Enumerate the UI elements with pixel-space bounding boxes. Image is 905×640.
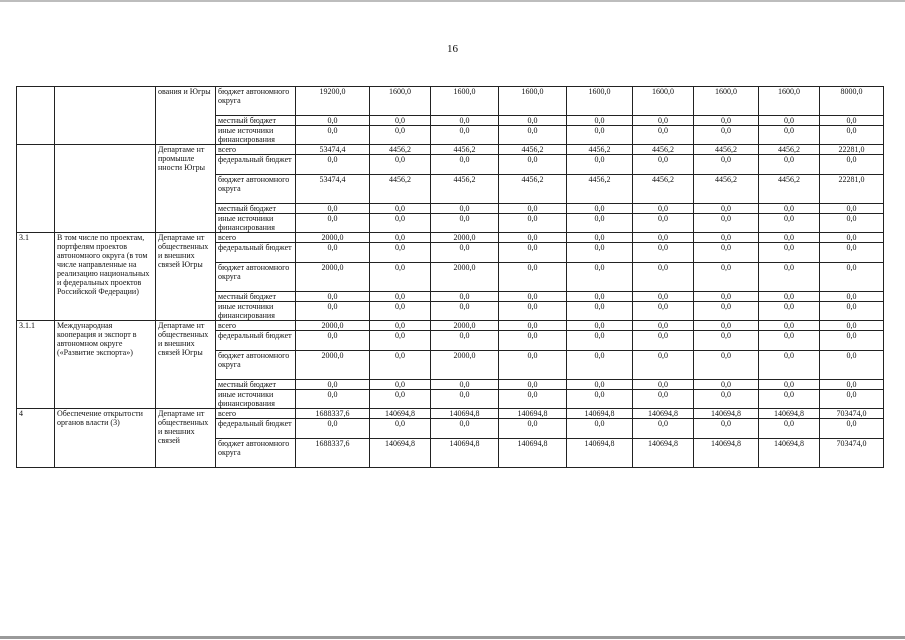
amount-cell: 0,0	[567, 263, 633, 292]
amount-cell: 4456,2	[633, 175, 694, 204]
amount-cell: 0,0	[633, 321, 694, 331]
amount-cell: 0,0	[633, 204, 694, 214]
amount-cell: 0,0	[567, 351, 633, 380]
amount-cell: 0,0	[370, 351, 431, 380]
amount-cell: 0,0	[567, 321, 633, 331]
amount-cell: 1600,0	[431, 87, 499, 116]
funding-source: местный бюджет	[216, 292, 296, 302]
amount-cell: 0,0	[431, 331, 499, 351]
funding-source: местный бюджет	[216, 204, 296, 214]
amount-cell: 0,0	[820, 292, 884, 302]
amount-cell: 0,0	[370, 155, 431, 175]
bottom-scan-edge	[0, 636, 905, 639]
amount-cell: 2000,0	[431, 351, 499, 380]
amount-cell: 0,0	[820, 243, 884, 263]
funding-source: бюджет автономного округа	[216, 351, 296, 380]
amount-cell: 0,0	[759, 302, 820, 321]
amount-cell: 0,0	[499, 155, 567, 175]
amount-cell: 0,0	[431, 243, 499, 263]
amount-cell: 140694,8	[759, 409, 820, 419]
amount-cell: 0,0	[296, 116, 370, 126]
amount-cell: 0,0	[633, 380, 694, 390]
amount-cell: 0,0	[759, 380, 820, 390]
amount-cell: 0,0	[296, 126, 370, 145]
amount-cell: 0,0	[694, 390, 759, 409]
amount-cell: 0,0	[296, 419, 370, 439]
amount-cell: 0,0	[567, 331, 633, 351]
amount-cell: 140694,8	[633, 439, 694, 468]
amount-cell: 140694,8	[499, 409, 567, 419]
amount-cell: 0,0	[296, 380, 370, 390]
amount-cell: 0,0	[370, 243, 431, 263]
amount-cell: 0,0	[499, 116, 567, 126]
amount-cell: 0,0	[694, 263, 759, 292]
amount-cell: 4456,2	[431, 175, 499, 204]
amount-cell: 0,0	[820, 155, 884, 175]
table-row	[17, 87, 884, 116]
amount-cell: 0,0	[567, 419, 633, 439]
amount-cell: 22281,0	[820, 175, 884, 204]
amount-cell: 0,0	[694, 292, 759, 302]
amount-cell: 140694,8	[694, 409, 759, 419]
amount-cell: 0,0	[567, 204, 633, 214]
responsible-department: Департаме нт промышле нности Югры	[156, 145, 216, 233]
funding-source: местный бюджет	[216, 380, 296, 390]
amount-cell: 0,0	[370, 321, 431, 331]
amount-cell: 4456,2	[370, 175, 431, 204]
amount-cell: 1600,0	[633, 87, 694, 116]
amount-cell: 0,0	[759, 351, 820, 380]
amount-cell: 0,0	[431, 155, 499, 175]
amount-cell: 0,0	[567, 233, 633, 243]
amount-cell: 0,0	[431, 390, 499, 409]
amount-cell: 0,0	[820, 351, 884, 380]
amount-cell: 0,0	[759, 204, 820, 214]
amount-cell: 0,0	[633, 302, 694, 321]
amount-cell: 0,0	[759, 155, 820, 175]
responsible-department: Департаме нт общественных и внешних связей Югры	[156, 321, 216, 409]
amount-cell: 0,0	[296, 243, 370, 263]
amount-cell: 0,0	[499, 302, 567, 321]
amount-cell: 0,0	[296, 155, 370, 175]
amount-cell: 0,0	[820, 302, 884, 321]
amount-cell: 4456,2	[567, 175, 633, 204]
amount-cell: 0,0	[567, 126, 633, 145]
amount-cell: 140694,8	[431, 409, 499, 419]
amount-cell: 0,0	[431, 419, 499, 439]
item-title	[55, 87, 156, 145]
amount-cell: 0,0	[567, 214, 633, 233]
responsible-department: Департаме нт общественных и внешних связей Югры	[156, 233, 216, 321]
table-row	[17, 409, 884, 419]
item-title: Обеспечение открытости органов власти (3)	[55, 409, 156, 468]
amount-cell: 0,0	[370, 233, 431, 243]
amount-cell: 4456,2	[431, 145, 499, 155]
amount-cell: 0,0	[633, 419, 694, 439]
amount-cell: 0,0	[820, 331, 884, 351]
responsible-department: Департаме нт общественных и внешних связей	[156, 409, 216, 468]
amount-cell: 140694,8	[370, 409, 431, 419]
amount-cell: 0,0	[633, 155, 694, 175]
funding-source: бюджет автономного округа	[216, 175, 296, 204]
amount-cell: 4456,2	[370, 145, 431, 155]
amount-cell: 0,0	[694, 331, 759, 351]
amount-cell: 4456,2	[499, 145, 567, 155]
table-row	[17, 321, 884, 331]
amount-cell: 4456,2	[633, 145, 694, 155]
amount-cell: 2000,0	[431, 321, 499, 331]
amount-cell: 0,0	[296, 331, 370, 351]
funding-source: федеральный бюджет	[216, 243, 296, 263]
item-number: 4	[17, 409, 55, 468]
funding-source: федеральный бюджет	[216, 419, 296, 439]
amount-cell: 0,0	[296, 390, 370, 409]
amount-cell: 0,0	[499, 233, 567, 243]
item-number: 3.1.1	[17, 321, 55, 409]
amount-cell: 0,0	[567, 380, 633, 390]
amount-cell: 0,0	[499, 214, 567, 233]
funding-source: иные источники финансирования	[216, 390, 296, 409]
amount-cell: 0,0	[499, 321, 567, 331]
amount-cell: 19200,0	[296, 87, 370, 116]
amount-cell: 0,0	[759, 214, 820, 233]
amount-cell: 0,0	[499, 331, 567, 351]
funding-source: всего	[216, 145, 296, 155]
amount-cell: 140694,8	[567, 409, 633, 419]
amount-cell: 1600,0	[694, 87, 759, 116]
amount-cell: 0,0	[567, 292, 633, 302]
item-title	[55, 145, 156, 233]
amount-cell: 0,0	[296, 302, 370, 321]
item-title: В том числе по проектам, портфелям проектов автономного округа (в том числе направленные на реализацию национальных и федеральных проектов Российской Федерации)	[55, 233, 156, 321]
amount-cell: 140694,8	[759, 439, 820, 468]
amount-cell: 703474,0	[820, 439, 884, 468]
amount-cell: 1688337,6	[296, 409, 370, 419]
amount-cell: 0,0	[370, 302, 431, 321]
amount-cell: 0,0	[431, 126, 499, 145]
amount-cell: 0,0	[759, 321, 820, 331]
amount-cell: 0,0	[820, 233, 884, 243]
amount-cell: 0,0	[370, 292, 431, 302]
amount-cell: 0,0	[820, 390, 884, 409]
amount-cell: 0,0	[431, 302, 499, 321]
amount-cell: 0,0	[694, 214, 759, 233]
amount-cell: 0,0	[567, 116, 633, 126]
amount-cell: 0,0	[694, 321, 759, 331]
amount-cell: 140694,8	[431, 439, 499, 468]
amount-cell: 0,0	[431, 204, 499, 214]
page-number: 16	[447, 43, 458, 55]
table-row	[17, 233, 884, 243]
amount-cell: 1600,0	[759, 87, 820, 116]
funding-source: иные источники финансирования	[216, 214, 296, 233]
amount-cell: 0,0	[370, 263, 431, 292]
funding-source: бюджет автономного округа	[216, 263, 296, 292]
funding-source: всего	[216, 409, 296, 419]
funding-source: бюджет автономного округа	[216, 87, 296, 116]
amount-cell: 0,0	[633, 116, 694, 126]
amount-cell: 0,0	[694, 351, 759, 380]
amount-cell: 0,0	[759, 243, 820, 263]
amount-cell: 0,0	[694, 419, 759, 439]
amount-cell: 0,0	[759, 126, 820, 145]
amount-cell: 4456,2	[694, 145, 759, 155]
amount-cell: 22281,0	[820, 145, 884, 155]
amount-cell: 0,0	[370, 380, 431, 390]
amount-cell: 0,0	[296, 292, 370, 302]
amount-cell: 0,0	[499, 126, 567, 145]
amount-cell: 53474,4	[296, 145, 370, 155]
amount-cell: 2000,0	[296, 351, 370, 380]
amount-cell: 2000,0	[296, 233, 370, 243]
amount-cell: 0,0	[820, 116, 884, 126]
amount-cell: 0,0	[820, 126, 884, 145]
item-number	[17, 145, 55, 233]
amount-cell: 0,0	[370, 331, 431, 351]
funding-source: бюджет автономного округа	[216, 439, 296, 468]
amount-cell: 0,0	[567, 302, 633, 321]
funding-source: федеральный бюджет	[216, 155, 296, 175]
amount-cell: 140694,8	[567, 439, 633, 468]
amount-cell: 0,0	[694, 243, 759, 263]
amount-cell: 0,0	[431, 380, 499, 390]
amount-cell: 0,0	[370, 419, 431, 439]
amount-cell: 0,0	[499, 351, 567, 380]
amount-cell: 0,0	[370, 214, 431, 233]
amount-cell: 2000,0	[296, 263, 370, 292]
amount-cell: 0,0	[694, 302, 759, 321]
amount-cell: 0,0	[633, 390, 694, 409]
financing-table	[16, 86, 884, 468]
amount-cell: 0,0	[820, 204, 884, 214]
item-number	[17, 87, 55, 145]
amount-cell: 0,0	[370, 126, 431, 145]
amount-cell: 0,0	[431, 292, 499, 302]
amount-cell: 0,0	[296, 214, 370, 233]
amount-cell: 0,0	[633, 351, 694, 380]
amount-cell: 0,0	[694, 380, 759, 390]
amount-cell: 0,0	[633, 292, 694, 302]
amount-cell: 0,0	[499, 380, 567, 390]
amount-cell: 0,0	[296, 204, 370, 214]
amount-cell: 0,0	[820, 321, 884, 331]
amount-cell: 0,0	[370, 116, 431, 126]
amount-cell: 4456,2	[694, 175, 759, 204]
item-title: Международная кооперация и экспорт в автономном округе («Развитие экспорта»)	[55, 321, 156, 409]
amount-cell: 140694,8	[370, 439, 431, 468]
amount-cell: 0,0	[633, 233, 694, 243]
amount-cell: 2000,0	[431, 233, 499, 243]
responsible-department: ования и Югры	[156, 87, 216, 145]
amount-cell: 0,0	[567, 390, 633, 409]
amount-cell: 0,0	[370, 204, 431, 214]
amount-cell: 0,0	[759, 292, 820, 302]
amount-cell: 1688337,6	[296, 439, 370, 468]
amount-cell: 0,0	[633, 126, 694, 145]
amount-cell: 0,0	[499, 390, 567, 409]
amount-cell: 140694,8	[633, 409, 694, 419]
funding-source: всего	[216, 321, 296, 331]
funding-source: федеральный бюджет	[216, 331, 296, 351]
amount-cell: 0,0	[694, 116, 759, 126]
amount-cell: 0,0	[431, 214, 499, 233]
amount-cell: 8000,0	[820, 87, 884, 116]
amount-cell: 4456,2	[759, 175, 820, 204]
amount-cell: 0,0	[694, 126, 759, 145]
amount-cell: 0,0	[633, 243, 694, 263]
amount-cell: 4456,2	[499, 175, 567, 204]
amount-cell: 2000,0	[431, 263, 499, 292]
amount-cell: 1600,0	[499, 87, 567, 116]
amount-cell: 2000,0	[296, 321, 370, 331]
amount-cell: 0,0	[499, 263, 567, 292]
amount-cell: 53474,4	[296, 175, 370, 204]
amount-cell: 0,0	[759, 263, 820, 292]
amount-cell: 0,0	[820, 380, 884, 390]
amount-cell: 140694,8	[499, 439, 567, 468]
funding-source: местный бюджет	[216, 116, 296, 126]
table-row	[17, 145, 884, 155]
amount-cell: 0,0	[633, 331, 694, 351]
amount-cell: 0,0	[759, 331, 820, 351]
amount-cell: 0,0	[694, 155, 759, 175]
top-scan-edge	[0, 0, 905, 2]
amount-cell: 0,0	[633, 263, 694, 292]
amount-cell: 0,0	[499, 204, 567, 214]
amount-cell: 0,0	[820, 419, 884, 439]
funding-source: иные источники финансирования	[216, 126, 296, 145]
amount-cell: 0,0	[499, 419, 567, 439]
amount-cell: 140694,8	[694, 439, 759, 468]
amount-cell: 0,0	[567, 243, 633, 263]
amount-cell: 0,0	[633, 214, 694, 233]
amount-cell: 0,0	[694, 233, 759, 243]
amount-cell: 0,0	[759, 233, 820, 243]
amount-cell: 703474,0	[820, 409, 884, 419]
amount-cell: 0,0	[759, 419, 820, 439]
amount-cell: 1600,0	[567, 87, 633, 116]
amount-cell: 0,0	[820, 214, 884, 233]
amount-cell: 0,0	[567, 155, 633, 175]
amount-cell: 0,0	[431, 116, 499, 126]
funding-source: всего	[216, 233, 296, 243]
amount-cell: 0,0	[759, 116, 820, 126]
amount-cell: 0,0	[759, 390, 820, 409]
funding-source: иные источники финансирования	[216, 302, 296, 321]
amount-cell: 0,0	[499, 292, 567, 302]
amount-cell: 4456,2	[759, 145, 820, 155]
amount-cell: 0,0	[370, 390, 431, 409]
amount-cell: 0,0	[499, 243, 567, 263]
amount-cell: 1600,0	[370, 87, 431, 116]
amount-cell: 0,0	[694, 204, 759, 214]
amount-cell: 0,0	[820, 263, 884, 292]
item-number: 3.1	[17, 233, 55, 321]
amount-cell: 4456,2	[567, 145, 633, 155]
